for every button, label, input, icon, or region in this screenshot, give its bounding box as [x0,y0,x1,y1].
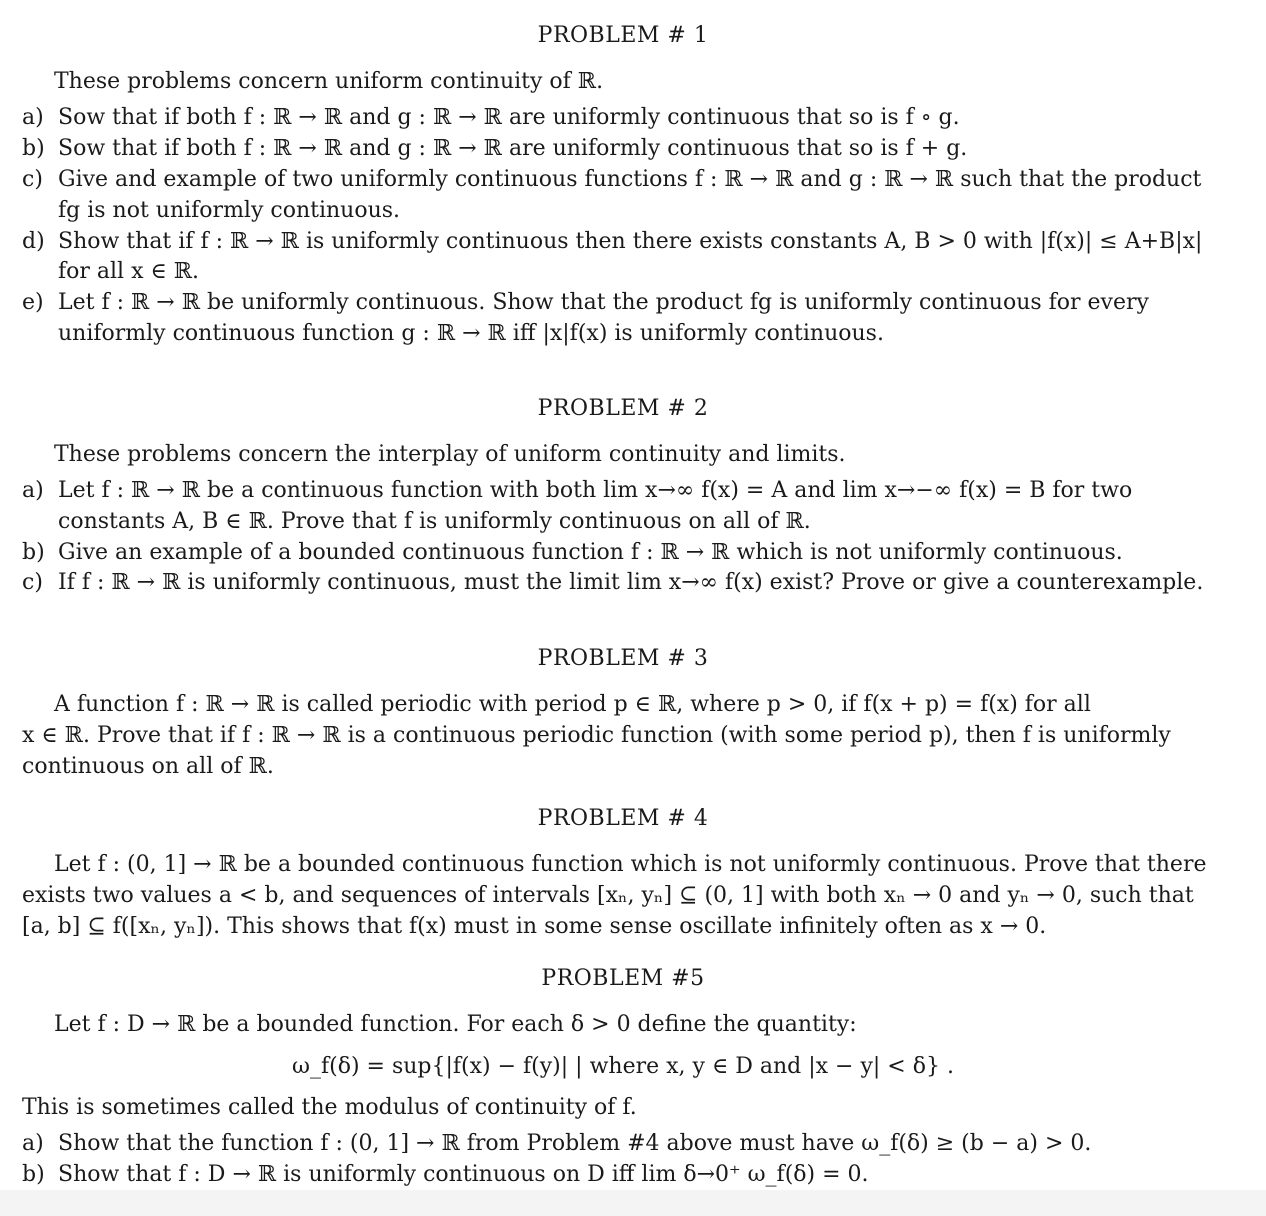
problem-1-part-e [22,289,1226,317]
problem-4-heading: PROBLEM # 4 [537,806,709,831]
part-label: a) [22,1131,44,1156]
problem-4-body-line-1: Let f : (0, 1] → ℝ be a bounded continuous function which is not uniformly continuous. Prove that there [54,852,1207,877]
problem-5-part-a [22,1130,1226,1158]
problem-1-part-c-cont: fg is not uniformly continuous. [58,198,401,223]
part-label: e) [22,290,44,315]
problem-4-body-line-2: exists two values a < b, and sequences of intervals [xₙ, yₙ] ⊆ (0, 1] with both xₙ → 0 and yₙ → 0, such that [22,883,1194,908]
part-text: Show that if f : ℝ → ℝ is uniformly continuous then there exists constants A, B > 0 with |f(x)| ≤ A+B|x| [58,229,1203,254]
part-text: Show that the function f : (0, 1] → ℝ from Problem #4 above must have ω_f(δ) ≥ (b − a) > 0. [58,1131,1092,1156]
problem-3-body-line-1: A function f : ℝ → ℝ is called periodic with period p ∈ ℝ, where p > 0, if f(x + p) = f(x) for all [54,692,1091,717]
problem-1-part-a [22,104,1226,132]
part-text: Let f : ℝ → ℝ be uniformly continuous. Show that the product fg is uniformly continuous for every [58,290,1149,315]
problem-2-part-a [22,477,1226,505]
part-label: d) [22,229,45,254]
problem-1-part-d-cont: for all x ∈ ℝ. [58,259,200,284]
part-label: b) [22,136,45,161]
part-text: Give an example of a bounded continuous function f : ℝ → ℝ which is not uniformly continuous. [58,540,1123,565]
problem-5-after: This is sometimes called the modulus of continuity of f. [22,1095,637,1120]
part-label: c) [22,570,43,595]
part-text: Sow that if both f : ℝ → ℝ and g : ℝ → ℝ are uniformly continuous that so is f ∘ g. [58,105,960,130]
problem-3-body-line-3: continuous on all of ℝ. [22,754,274,779]
problem-1-heading: PROBLEM # 1 [537,23,709,48]
problem-3-body-line-2: x ∈ ℝ. Prove that if f : ℝ → ℝ is a continuous periodic function (with some period p), then f is uniformly [22,723,1171,748]
problem-5-intro: Let f : D → ℝ be a bounded function. For each δ > 0 define the quantity: [54,1012,857,1037]
part-text: Let f : ℝ → ℝ be a continuous function with both lim x→∞ f(x) = A and lim x→−∞ f(x) = B for two [58,478,1133,503]
problem-5-heading: PROBLEM #5 [541,966,705,991]
modulus-equation: ω_f(δ) = sup{|f(x) − f(y)| | where x, y ∈ D and |x − y| < δ} . [292,1054,954,1079]
problem-2-part-b [22,539,1226,567]
problem-4-body-line-3: [a, b] ⊆ f([xₙ, yₙ]). This shows that f(x) must in some sense oscillate infinitely often as x → 0. [22,914,1047,939]
problem-2-heading: PROBLEM # 2 [537,396,709,421]
part-label: a) [22,105,44,130]
part-label: a) [22,478,44,503]
problem-5-part-b [22,1161,1226,1189]
problem-1-intro: These problems concern uniform continuity of ℝ. [54,69,604,94]
part-label: c) [22,167,43,192]
problem-2-intro: These problems concern the interplay of uniform continuity and limits. [54,442,846,467]
page-bottom-edge [0,1190,1266,1216]
part-label: b) [22,540,45,565]
part-text: Sow that if both f : ℝ → ℝ and g : ℝ → ℝ are uniformly continuous that so is f + g. [58,136,968,161]
problem-1-part-c [22,166,1226,194]
problem-1-part-e-cont: uniformly continuous function g : ℝ → ℝ iff |x|f(x) is uniformly continuous. [58,321,884,346]
problem-1-part-b [22,135,1226,163]
part-text: Give and example of two uniformly continuous functions f : ℝ → ℝ and g : ℝ → ℝ such that the product [58,167,1202,192]
problem-3-heading: PROBLEM # 3 [537,646,709,671]
part-text: If f : ℝ → ℝ is uniformly continuous, must the limit lim x→∞ f(x) exist? Prove or give a counterexample. [58,570,1204,595]
problem-2-part-a-cont: constants A, B ∈ ℝ. Prove that f is uniformly continuous on all of ℝ. [58,509,811,534]
part-text: Show that f : D → ℝ is uniformly continuous on D iff lim δ→0⁺ ω_f(δ) = 0. [58,1162,869,1187]
problem-2-part-c [22,569,1226,597]
problem-1-part-d [22,228,1226,256]
part-label: b) [22,1162,45,1187]
